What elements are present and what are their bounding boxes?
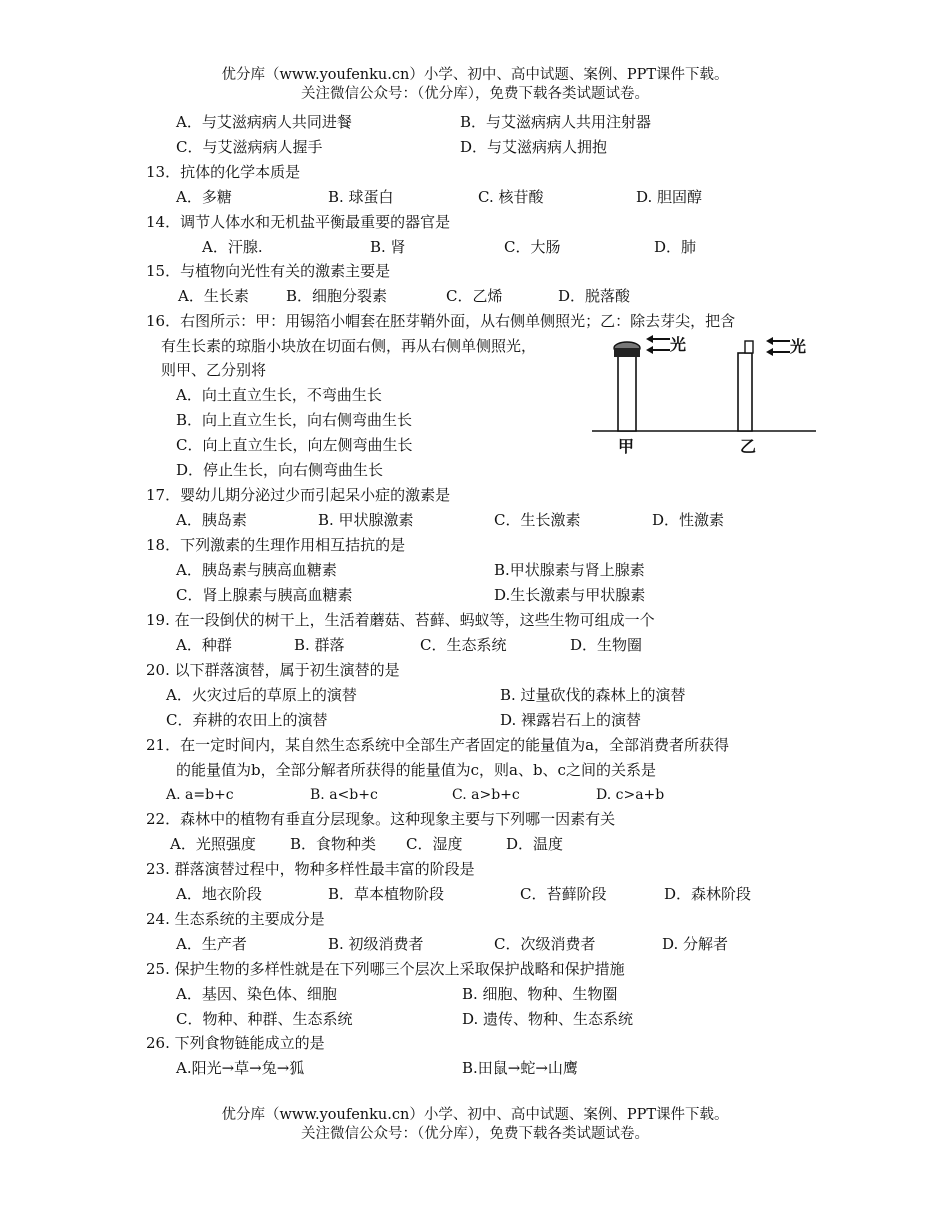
q22-stem: 22．森林中的植物有垂直分层现象。这种现象主要与下列哪一因素有关 [146, 810, 616, 828]
coleoptile-jia [618, 355, 636, 431]
q24-stem: 24. 生态系统的主要成分是 [146, 910, 325, 928]
q26-option-a: A.阳光→草→兔→狐 [176, 1059, 305, 1077]
q19-option-d: D．生物圈 [570, 636, 643, 654]
q19-option-c: C．生态系统 [420, 636, 507, 654]
q25-stem: 25. 保护生物的多样性就是在下列哪三个层次上采取保护战略和保护措施 [146, 960, 625, 978]
q25-option-c: C．物种、种群、生态系统 [176, 1010, 353, 1028]
q19-option-b: B. 群落 [294, 636, 345, 654]
q15-option-a: A．生长素 [178, 287, 249, 305]
q18-option-b: B.甲状腺素与肾上腺素 [494, 561, 645, 579]
q19-option-a: A．种群 [176, 636, 232, 654]
q23-option-d: D．森林阶段 [664, 885, 752, 903]
q23-option-b: B．草本植物阶段 [328, 885, 445, 903]
q25-option-b: B. 细胞、物种、生物圈 [462, 985, 618, 1003]
q16-option-c: C．向上直立生长，向左侧弯曲生长 [176, 436, 413, 454]
q13-stem: 13．抗体的化学本质是 [146, 163, 301, 181]
q21-option-b: B. a<b+c [310, 787, 378, 803]
header-line-1: 优分库（www.youfenku.cn）小学、初中、高中试题、案例、PPT课件下载。 [221, 67, 729, 83]
q21-stem-line-2: 的能量值为b，全部分解者所获得的能量值为c，则a、b、c之间的关系是 [176, 761, 656, 779]
q25-option-a: A．基因、染色体、细胞 [176, 985, 337, 1003]
label-yi: 乙 [740, 437, 757, 456]
q24-option-c: C．次级消费者 [494, 935, 596, 953]
q18-option-c: C．肾上腺素与胰高血糖素 [176, 586, 353, 604]
q23-stem: 23. 群落演替过程中，物种多样性最丰富的阶段是 [146, 860, 475, 878]
label-jia: 甲 [618, 437, 635, 456]
q21-option-d: D. c>a+b [596, 787, 665, 803]
q16-option-a: A．向土直立生长，不弯曲生长 [176, 386, 382, 404]
q14-option-c: C．大肠 [504, 238, 561, 256]
q24-option-a: A．生产者 [176, 935, 247, 953]
footer-line-1: 优分库（www.youfenku.cn）小学、初中、高中试题、案例、PPT课件下载。 [221, 1107, 729, 1123]
q17-option-c: C．生长激素 [494, 511, 581, 529]
coleoptile-yi [738, 353, 752, 431]
q20-stem: 20. 以下群落演替，属于初生演替的是 [146, 661, 400, 679]
q26-stem: 26. 下列食物链能成立的是 [146, 1034, 325, 1052]
q17-stem: 17．婴幼儿期分泌过少而引起呆小症的激素是 [146, 486, 451, 504]
q17-option-b: B. 甲状腺激素 [318, 511, 414, 529]
q16-stem-line-2: 有生长素的琼脂小块放在切面右侧，再从右侧单侧照光， [161, 337, 537, 355]
q18-option-a: A．胰岛素与胰高血糖素 [176, 561, 337, 579]
q13-option-c: C. 核苷酸 [478, 188, 544, 206]
q13-option-d: D. 胆固醇 [636, 188, 703, 206]
q20-option-c: C．弃耕的农田上的演替 [166, 711, 328, 729]
q20-option-a: A．火灾过后的草原上的演替 [166, 686, 357, 704]
q14-option-d: D．肺 [654, 238, 697, 256]
q21-option-c: C. a>b+c [452, 787, 520, 803]
foil-cap [614, 348, 640, 357]
light-label-yi: 光 [790, 337, 807, 356]
q15-stem: 15．与植物向光性有关的激素主要是 [146, 262, 391, 280]
q13-option-b: B. 球蛋白 [328, 188, 394, 206]
header-line-2: 关注微信公众号：（优分库），免费下载各类试题试卷。 [301, 86, 649, 102]
q23-option-c: C．苔藓阶段 [520, 885, 607, 903]
q12-option-c: C．与艾滋病病人握手 [176, 138, 323, 156]
q15-option-b: B．细胞分裂素 [286, 287, 388, 305]
q22-option-d: D．温度 [506, 835, 564, 853]
footer-line-2: 关注微信公众号：（优分库），免费下载各类试题试卷。 [301, 1126, 649, 1142]
q16-stem-line-3: 则甲、乙分别将 [161, 361, 267, 379]
q22-option-b: B．食物种类 [290, 835, 377, 853]
q12-option-b: B．与艾滋病病人共用注射器 [460, 113, 652, 131]
q18-stem: 18．下列激素的生理作用相互拮抗的是 [146, 536, 406, 554]
q13-option-a: A．多糖 [176, 188, 232, 206]
q16-option-b: B．向上直立生长，向右侧弯曲生长 [176, 411, 413, 429]
q22-option-c: C．湿度 [406, 835, 463, 853]
phototropism-figure [590, 333, 820, 463]
q16-option-d: D．停止生长，向右侧弯曲生长 [176, 461, 384, 479]
q22-option-a: A．光照强度 [170, 835, 256, 853]
arrowhead-yi-2 [766, 348, 773, 356]
q12-option-d: D．与艾滋病病人拥抱 [460, 138, 608, 156]
q24-option-d: D. 分解者 [662, 935, 729, 953]
q15-option-c: C．乙烯 [446, 287, 503, 305]
q17-option-a: A．胰岛素 [176, 511, 247, 529]
q19-stem: 19. 在一段倒伏的树干上，生活着蘑菇、苔藓、蚂蚁等，这些生物可组成一个 [146, 611, 655, 629]
q25-option-d: D. 遗传、物种、生态系统 [462, 1010, 634, 1028]
q21-stem-line-1: 21．在一定时间内，某自然生态系统中全部生产者固定的能量值为a，全部消费者所获得 [146, 736, 730, 754]
q18-option-d: D.生长激素与甲状腺素 [494, 586, 646, 604]
arrowhead-jia-1 [646, 335, 653, 343]
q21-option-a: A. a=b+c [166, 787, 234, 803]
light-label-jia: 光 [670, 335, 687, 354]
arrowhead-jia-2 [646, 346, 653, 354]
q20-option-d: D. 裸露岩石上的演替 [500, 711, 642, 729]
agar-block [745, 341, 753, 353]
q15-option-d: D．脱落酸 [558, 287, 631, 305]
q14-option-a: A．汗腺. [202, 238, 263, 256]
q24-option-b: B. 初级消费者 [328, 935, 424, 953]
q20-option-b: B. 过量砍伐的森林上的演替 [500, 686, 686, 704]
q16-stem-line-1: 16．右图所示：甲：用锡箔小帽套在胚芽鞘外面，从右侧单侧照光；乙：除去芽尖，把含 [146, 312, 736, 330]
q14-stem: 14．调节人体水和无机盐平衡最重要的器官是 [146, 213, 451, 231]
q23-option-a: A．地衣阶段 [176, 885, 262, 903]
q26-option-b: B.田鼠→蛇→山鹰 [462, 1059, 578, 1077]
q12-option-a: A．与艾滋病病人共同进餐 [176, 113, 352, 131]
q14-option-b: B. 肾 [370, 238, 406, 256]
q17-option-d: D．性激素 [652, 511, 725, 529]
arrowhead-yi-1 [766, 337, 773, 345]
